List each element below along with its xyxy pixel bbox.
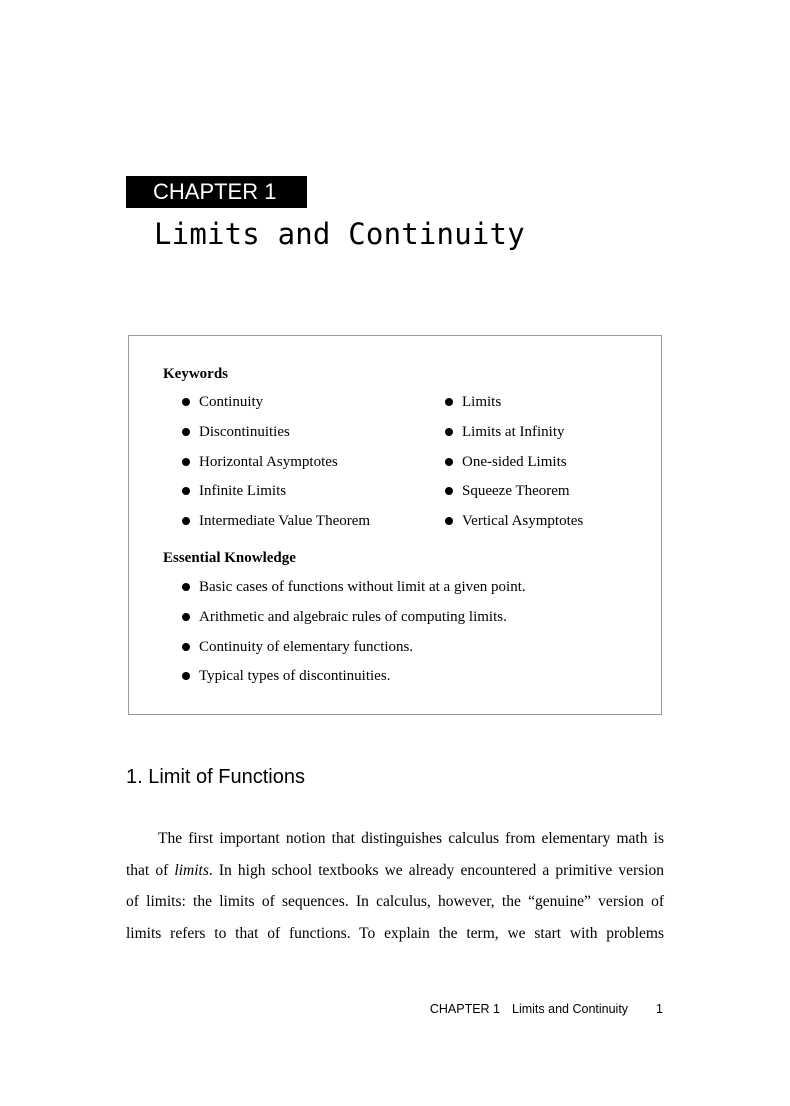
page-number: 1 bbox=[656, 1002, 663, 1016]
chapter-tag: CHAPTER 1 bbox=[126, 176, 307, 208]
essential-item: Typical types of discontinuities. bbox=[182, 666, 526, 696]
footer-title: Limits and Continuity bbox=[512, 1002, 629, 1016]
paragraph-line: of limits: the limits of sequences. In calculus, however, the “genuine” version of bbox=[126, 893, 664, 910]
paragraph-line: The first important notion that distinguishes calculus from elementary math is bbox=[158, 830, 664, 847]
keyword-item: Limits at Infinity bbox=[445, 422, 583, 452]
keyword-item: Infinite Limits bbox=[182, 481, 370, 511]
paragraph-line: that of limits. In high school textbooks we already encountered a primitive version bbox=[126, 861, 664, 879]
bullet-icon bbox=[182, 613, 190, 621]
keyword-item: Horizontal Asymptotes bbox=[182, 452, 370, 482]
essential-item: Basic cases of functions without limit at a given point. bbox=[182, 577, 526, 607]
section-heading: 1. Limit of Functions bbox=[126, 766, 305, 788]
bullet-icon bbox=[182, 643, 190, 651]
keywords-list-left bbox=[182, 392, 370, 541]
footer-chapter: CHAPTER 1 bbox=[429, 1002, 501, 1016]
keyword-item: One-sided Limits bbox=[445, 452, 583, 482]
bullet-icon bbox=[182, 672, 190, 680]
bullet-icon bbox=[445, 487, 453, 495]
keyword-item: Limits bbox=[445, 392, 583, 422]
emphasis-limits: limits bbox=[174, 861, 209, 879]
keywords-heading: Keywords bbox=[163, 366, 228, 382]
keyword-item: Continuity bbox=[182, 392, 370, 422]
keywords-list-right bbox=[445, 392, 583, 541]
bullet-icon bbox=[445, 428, 453, 436]
essential-item: Arithmetic and algebraic rules of computing limits. bbox=[182, 607, 526, 637]
keyword-item: Squeeze Theorem bbox=[445, 481, 583, 511]
bullet-icon bbox=[445, 398, 453, 406]
body-paragraph bbox=[126, 823, 664, 949]
page-footer bbox=[430, 1000, 663, 1018]
essential-knowledge-heading: Essential Knowledge bbox=[163, 550, 296, 566]
keywords-box bbox=[128, 335, 662, 715]
bullet-icon bbox=[182, 517, 190, 525]
chapter-title: Limits and Continuity bbox=[154, 217, 525, 251]
keyword-item: Discontinuities bbox=[182, 422, 370, 452]
paragraph-line: limits refers to that of functions. To explain the term, we start with problems bbox=[126, 924, 664, 942]
keyword-item: Vertical Asymptotes bbox=[445, 511, 583, 541]
bullet-icon bbox=[182, 398, 190, 406]
bullet-icon bbox=[182, 458, 190, 466]
bullet-icon bbox=[445, 458, 453, 466]
essential-knowledge-list bbox=[182, 577, 526, 696]
essential-item: Continuity of elementary functions. bbox=[182, 637, 526, 667]
keyword-item: Intermediate Value Theorem bbox=[182, 511, 370, 541]
bullet-icon bbox=[182, 583, 190, 591]
bullet-icon bbox=[182, 428, 190, 436]
bullet-icon bbox=[445, 517, 453, 525]
bullet-icon bbox=[182, 487, 190, 495]
